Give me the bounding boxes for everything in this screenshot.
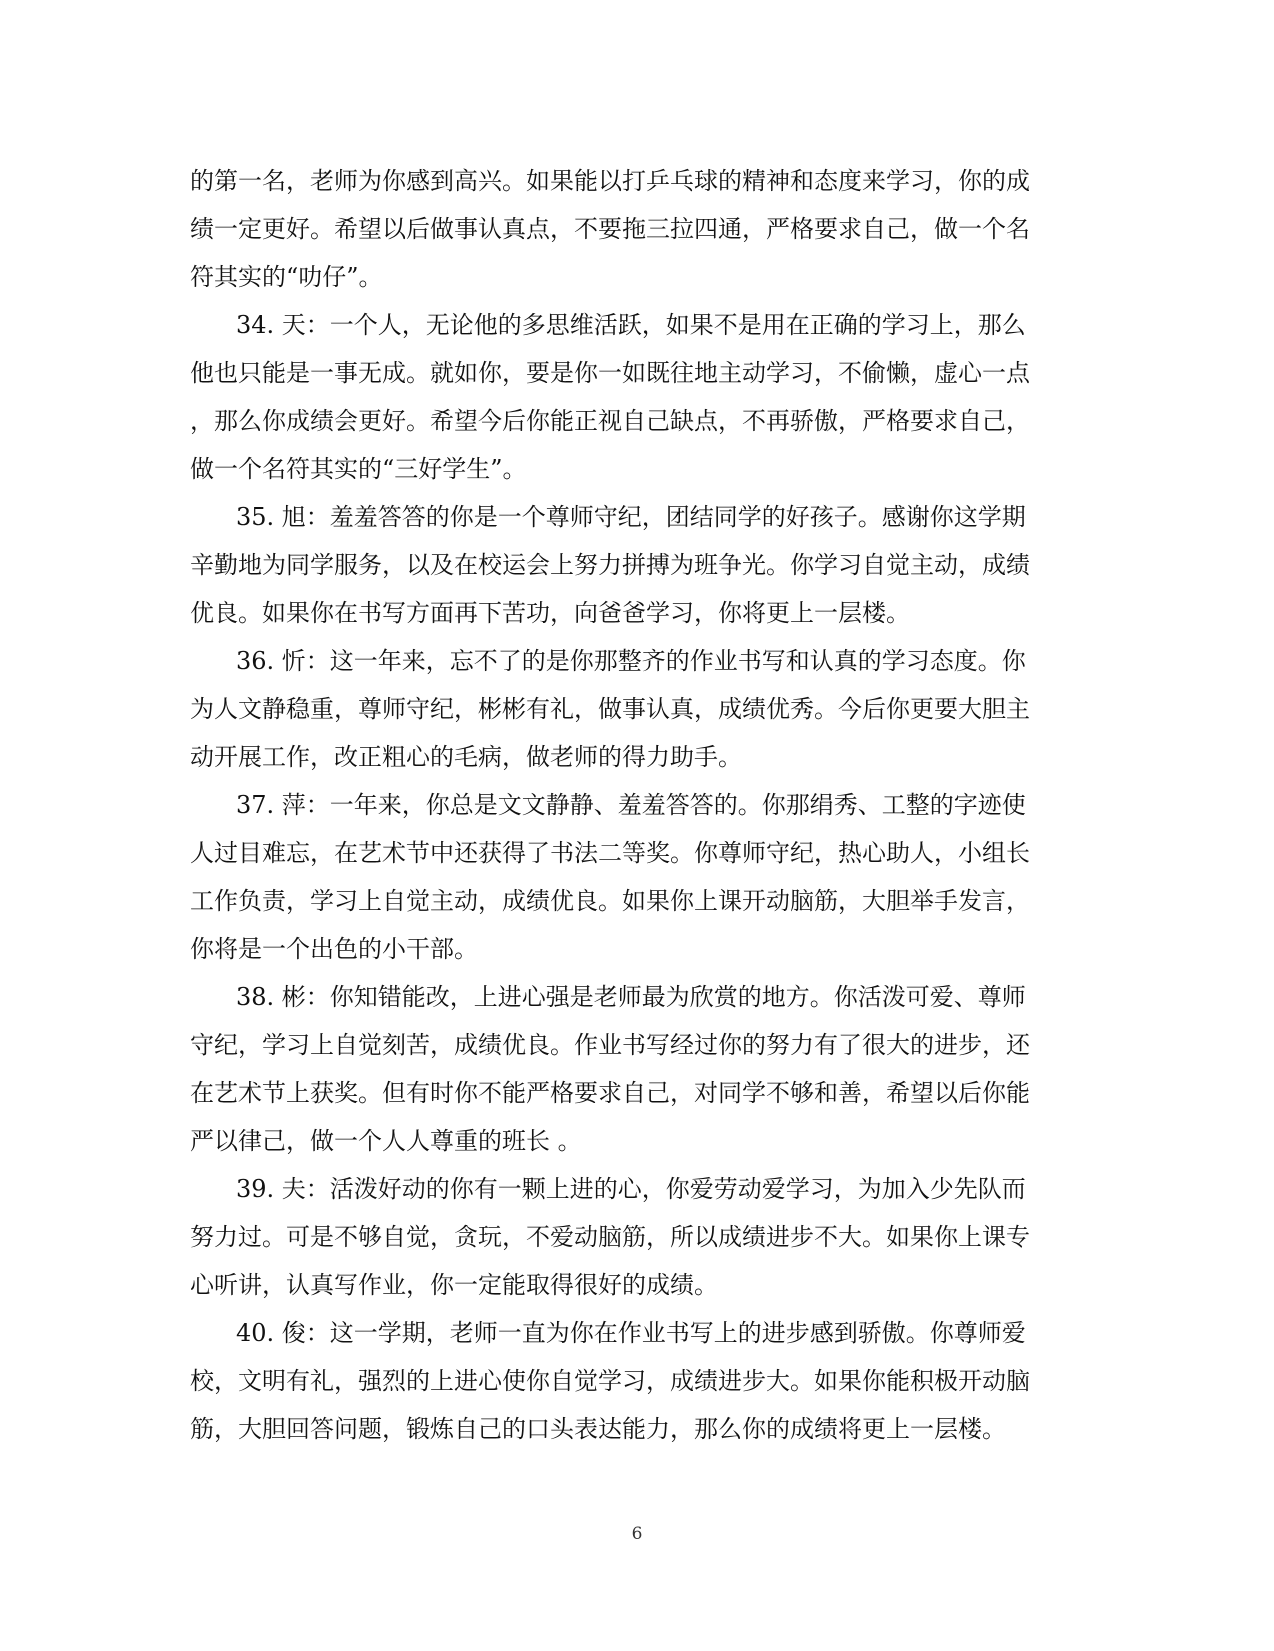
text-line: 筋，大胆回答问题，锻炼自己的口头表达能力，那么你的成绩将更上一层楼。 (190, 1415, 1006, 1443)
text-line: 人过目难忘，在艺术节中还获得了书法二等奖。你尊师守纪，热心助人，小组长 (190, 839, 1030, 867)
text-line: 工作负责，学习上自觉主动，成绩优良。如果你上课开动脑筋，大胆举手发言， (190, 887, 1030, 915)
text-line: 辛勤地为同学服务，以及在校运会上努力拼搏为班争光。你学习自觉主动，成绩 (190, 551, 1030, 579)
text-line: 动开展工作，改正粗心的毛病，做老师的得力助手。 (190, 743, 742, 771)
text-line: 的第一名，老师为你感到高兴。如果能以打乒乓球的精神和态度来学习，你的成 (190, 167, 1030, 195)
page-number: 6 (631, 1524, 643, 1544)
text-line: 36. 忻：这一年来，忘不了的是你那整齐的作业书写和认真的学习态度。你 (236, 647, 1026, 675)
text-line: 35. 旭：羞羞答答的你是一个尊师守纪，团结同学的好孩子。感谢你这学期 (236, 503, 1026, 531)
text-line: 他也只能是一事无成。就如你，要是你一如既往地主动学习，不偷懒，虚心一点 (190, 359, 1030, 387)
text-line: 40. 俊：这一学期，老师一直为你在作业书写上的进步感到骄傲。你尊师爱 (236, 1319, 1026, 1347)
text-line: 38. 彬：你知错能改，上进心强是老师最为欣赏的地方。你活泼可爱、尊师 (236, 983, 1026, 1011)
text-line: 校，文明有礼，强烈的上进心使你自觉学习，成绩进步大。如果你能积极开动脑 (190, 1367, 1030, 1395)
text-line: 在艺术节上获奖。但有时你不能严格要求自己，对同学不够和善，希望以后你能 (190, 1079, 1030, 1107)
text-line: ，那么你成绩会更好。希望今后你能正视自己缺点，不再骄傲，严格要求自己， (190, 407, 1030, 435)
text-line: 符其实的“叻仔”。 (190, 263, 383, 291)
text-line: 心听讲，认真写作业，你一定能取得很好的成绩。 (190, 1271, 718, 1299)
body-text (190, 157, 1030, 1453)
text-line: 守纪，学习上自觉刻苦，成绩优良。作业书写经过你的努力有了很大的进步，还 (190, 1031, 1030, 1059)
text-line: 34. 天：一个人，无论他的多思维活跃，如果不是用在正确的学习上，那么 (236, 311, 1026, 339)
text-line: 你将是一个出色的小干部。 (190, 935, 478, 963)
text-line: 37. 萍：一年来，你总是文文静静、羞羞答答的。你那绢秀、工整的字迹使 (236, 791, 1026, 819)
text-line: 绩一定更好。希望以后做事认真点，不要拖三拉四通，严格要求自己，做一个名 (190, 215, 1030, 243)
text-line: 39. 夫：活泼好动的你有一颗上进的心，你爱劳动爱学习，为加入少先队而 (236, 1175, 1026, 1203)
text-line: 做一个名符其实的“三好学生”。 (190, 455, 527, 483)
text-line: 为人文静稳重，尊师守纪，彬彬有礼，做事认真，成绩优秀。今后你更要大胆主 (190, 695, 1030, 723)
text-line: 努力过。可是不够自觉，贪玩，不爱动脑筋，所以成绩进步不大。如果你上课专 (190, 1223, 1030, 1251)
text-line: 严以律己，做一个人人尊重的班长 。 (190, 1127, 582, 1155)
text-line: 优良。如果你在书写方面再下苦功，向爸爸学习，你将更上一层楼。 (190, 599, 910, 627)
